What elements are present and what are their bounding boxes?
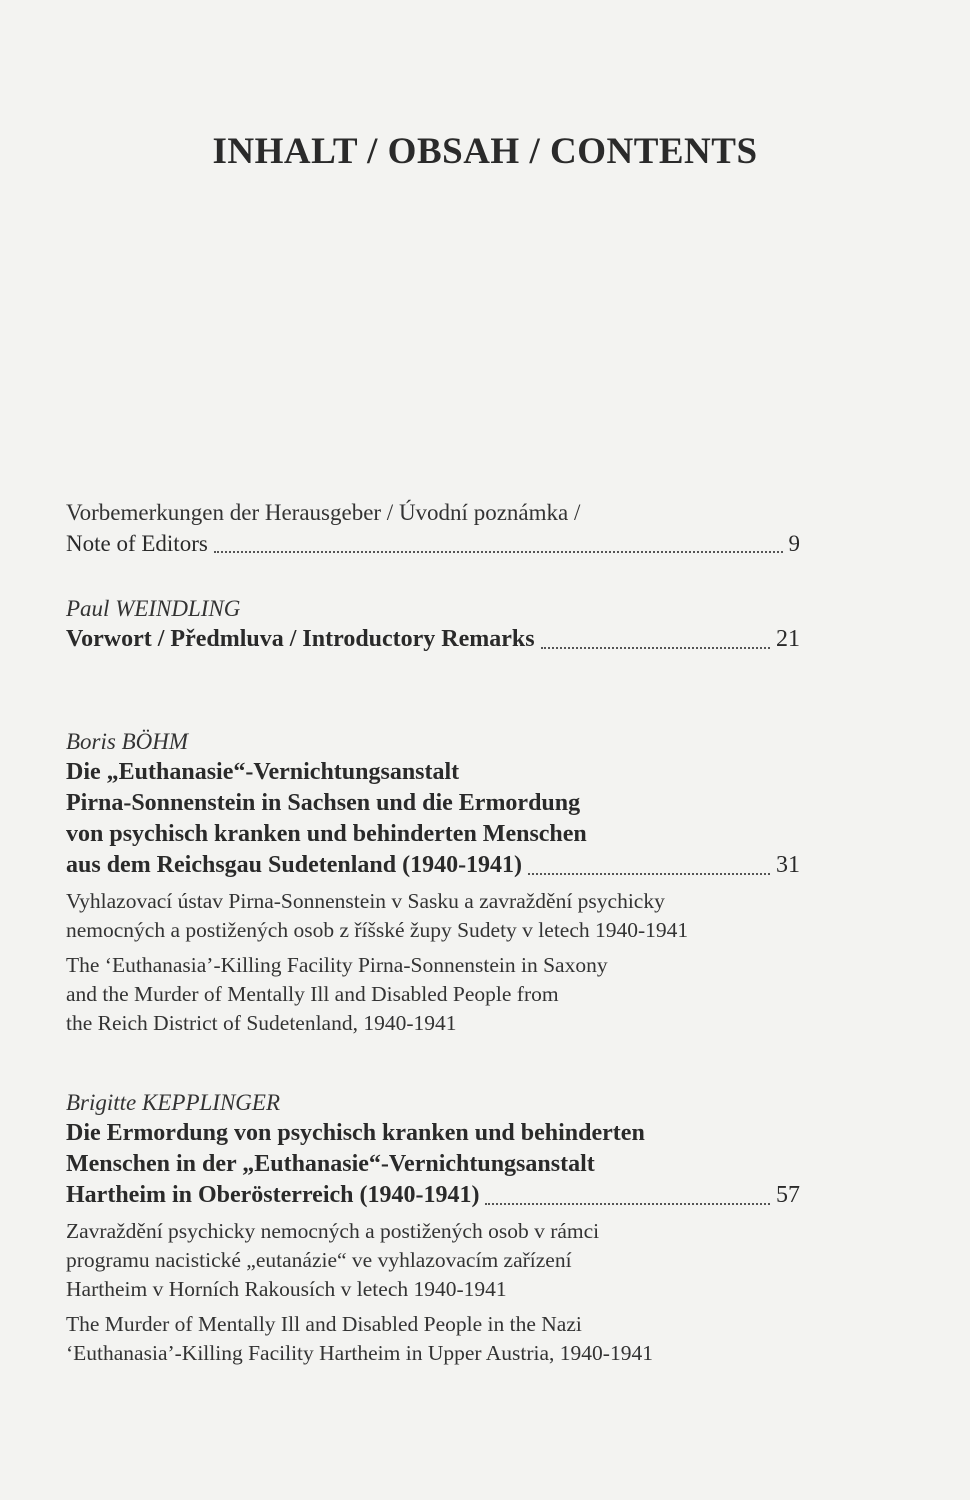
czech-title-line: Hartheim v Horních Rakousích v letech 1940-1941	[66, 1277, 507, 1301]
entry-leader-line	[66, 1180, 800, 1211]
author-name: Boris BÖHM	[66, 729, 189, 754]
author-name: Brigitte KEPPLINGER	[66, 1090, 281, 1115]
entry-title-line: Menschen in der „Euthanasie“-Vernichtungsanstalt	[66, 1151, 595, 1177]
page-title: INHALT / OBSAH / CONTENTS	[212, 131, 758, 172]
toc-entry-kepplinger	[66, 1088, 800, 1368]
czech-title-line: programu nacistické „eutanázie“ ve vyhlazovacím zařízení	[66, 1248, 572, 1272]
english-title-line: ‘Euthanasia’-Killing Facility Hartheim in Upper Austria, 1940-1941	[66, 1341, 653, 1365]
czech-title	[66, 887, 800, 945]
toc-entry-editors-note	[66, 497, 800, 559]
entry-leader-line	[66, 624, 800, 655]
entry-title-line: aus dem Reichsgau Sudetenland (1940-1941)	[66, 852, 523, 878]
page-number: 9	[788, 531, 800, 556]
page-number: 31	[776, 852, 800, 878]
dot-leader	[485, 1202, 770, 1205]
entry-leader-line	[66, 850, 800, 881]
czech-title	[66, 1217, 800, 1304]
page-number: 57	[776, 1182, 800, 1208]
english-title	[66, 951, 800, 1038]
page-number: 21	[776, 626, 800, 652]
entry-title-line: von psychisch kranken und behinderten Menschen	[66, 821, 587, 847]
czech-title-line: Zavraždění psychicky nemocných a postižených osob v rámci	[66, 1219, 600, 1243]
english-title-line: and the Murder of Mentally Ill and Disabled People from	[66, 982, 559, 1006]
toc-entry-weindling	[66, 594, 800, 655]
czech-title-line: nemocných a postižených osob z říšské župy Sudety v letech 1940-1941	[66, 918, 689, 942]
toc-entry-boehm	[66, 727, 800, 1038]
entry-title-line: Hartheim in Oberösterreich (1940-1941)	[66, 1182, 480, 1208]
czech-title-line: Vyhlazovací ústav Pirna-Sonnenstein v Sasku a zavraždění psychicky	[66, 889, 665, 913]
dot-leader	[214, 550, 783, 553]
english-title-line: The ‘Euthanasia’-Killing Facility Pirna-Sonnenstein in Saxony	[66, 953, 608, 977]
entry-line: Note of Editors	[66, 531, 208, 556]
entry-title-line: Die „Euthanasie“-Vernichtungsanstalt	[66, 759, 460, 785]
entry-line: Vorbemerkungen der Herausgeber / Úvodní poznámka /	[66, 500, 581, 525]
entry-title-line: Pirna-Sonnenstein in Sachsen und die Ermordung	[66, 790, 581, 816]
english-title-line: The Murder of Mentally Ill and Disabled People in the Nazi	[66, 1312, 582, 1336]
dot-leader	[528, 872, 770, 875]
entry-title-line: Die Ermordung von psychisch kranken und behinderten	[66, 1120, 645, 1146]
author-name: Paul WEINDLING	[66, 596, 241, 621]
english-title	[66, 1310, 800, 1368]
english-title-line: the Reich District of Sudetenland, 1940-1941	[66, 1011, 457, 1035]
dot-leader	[541, 646, 770, 649]
entry-title: Vorwort / Předmluva / Introductory Remarks	[66, 626, 535, 652]
entry-leader-line	[66, 528, 800, 559]
